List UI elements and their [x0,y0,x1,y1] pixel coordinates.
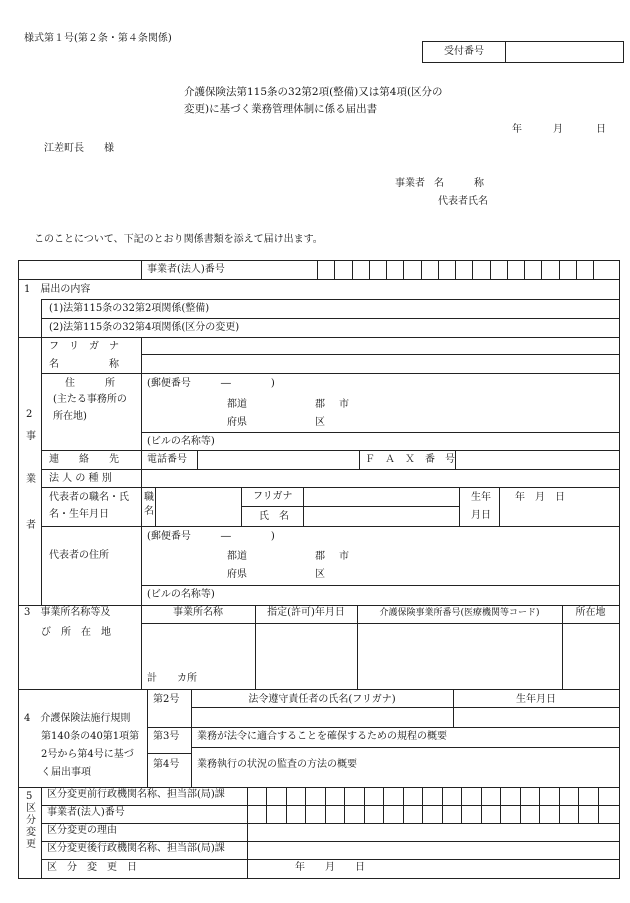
section4-row1-label: 第2号 [153,694,180,705]
table-vertical-rule [197,450,198,469]
form-number: 様式第１号(第２条・第４条関係) [24,33,172,44]
rep-furigana-label: フリガナ [253,491,293,502]
section4-title-line3: 2号から第4号に基づ [41,749,134,760]
section1-title: 1 届出の内容 [24,284,91,295]
section4-title-line2: 第140条の40第1項第 [41,731,140,742]
name-label: 名 称 [49,359,119,370]
rep-building-label: (ビルの名称等) [147,589,215,600]
table-horizontal-rule [41,373,619,374]
table-vertical-rule [303,487,304,526]
address-sub1: (主たる事務所の [53,394,127,405]
table-vertical-rule [539,787,540,823]
table-vertical-rule [576,261,577,279]
table-vertical-rule [369,261,370,279]
document-title-line2: 変更)に基づく業務管理体制に係る届出書 [184,103,378,115]
rep-title-line2: 名・生年月日 [49,509,109,520]
contact-label: 連 絡 先 [49,454,119,465]
table-horizontal-rule [19,689,619,690]
table-vertical-rule [41,787,42,878]
table-horizontal-rule [19,605,619,606]
table-horizontal-rule [141,432,619,433]
table-vertical-rule [147,689,148,787]
section5-change-date: 年 月 日 [295,862,365,873]
table-vertical-rule [247,823,248,878]
table-vertical-rule [481,787,482,823]
rep-address-label: 代表者の住所 [49,550,109,561]
table-vertical-rule [317,261,318,279]
representative-name-label: 代表者氏名 [438,196,488,207]
birth-label2: 月日 [471,510,491,521]
postal-code-label: (郵便番号 ― ) [147,378,275,389]
table-vertical-rule [455,450,456,469]
table-vertical-rule [455,261,456,279]
table-horizontal-rule [19,279,619,280]
section4-birth-date-label: 生年月日 [516,694,556,705]
table-horizontal-rule [147,753,191,754]
table-vertical-rule [247,787,248,823]
receipt-number-box [422,41,624,63]
birth-date-label: 年 月 日 [515,492,565,503]
corp-type-label: 法 人 の 種 別 [49,473,112,484]
rep-title-line1: 代表者の職名・氏 [49,492,129,503]
section3-col-designation-date: 指定(許可)年月日 [267,607,345,618]
date-year-label: 年 [512,124,522,135]
table-vertical-rule [155,487,156,526]
table-vertical-rule [559,261,560,279]
district-label: 郡 [315,399,325,410]
table-horizontal-rule [41,450,619,451]
table-horizontal-rule [41,841,619,842]
table-horizontal-rule [41,526,619,527]
table-horizontal-rule [241,506,459,507]
notification-form [18,260,620,879]
ward-label: 区 [315,417,325,428]
document-title-line1: 介護保険法第115条の32第2項(整備)又は第4項(区分の [184,86,443,98]
section3-col-facility-number: 介護保険事業所番号(医療機関等コード) [379,608,540,618]
section4-row3-label: 第4号 [153,759,180,770]
section5-char-4: 更 [26,839,36,850]
addressee: 江差町長 様 [44,143,114,154]
table-vertical-rule [266,787,267,823]
address-sub2: 所在地) [53,411,87,422]
table-vertical-rule [459,487,460,526]
table-vertical-rule [334,261,335,279]
corp-number-label: 事業者(法人)番号 [147,264,225,275]
table-vertical-rule [461,787,462,823]
table-vertical-rule [352,261,353,279]
rep-prefecture-bottom: 府県 [227,569,247,580]
section3-col-facility-name: 事業所名称 [173,607,223,618]
table-vertical-rule [499,487,500,526]
section4-row2-text: 業務が法令に適合することを確保するための規程の概要 [197,731,447,742]
table-vertical-rule [578,787,579,823]
table-vertical-rule [422,787,423,823]
table-horizontal-rule [19,337,619,338]
table-horizontal-rule [41,469,619,470]
section2-char-1: 事 [26,431,36,442]
table-horizontal-rule [191,707,619,708]
table-vertical-rule [438,261,439,279]
table-vertical-rule [541,261,542,279]
rep-city-label: 市 [339,551,349,562]
prefecture-top: 都道 [227,399,247,410]
table-vertical-rule [344,787,345,823]
section4-row3-text: 業務執行の状況の監査の方法の概要 [197,759,357,770]
table-vertical-rule [41,337,42,605]
section5-row3-label: 区分変更の理由 [47,825,117,836]
section4-row2-label: 第3号 [153,731,180,742]
table-horizontal-rule [41,318,619,319]
table-vertical-rule [305,787,306,823]
table-horizontal-rule [19,787,619,788]
table-horizontal-rule [191,747,619,748]
section2-char-2: 業 [26,474,36,485]
section5-char-2: 分 [26,815,36,826]
table-horizontal-rule [41,487,619,488]
table-vertical-rule [141,337,142,605]
table-vertical-rule [559,787,560,823]
business-name-label: 名 称 [434,178,484,189]
section3-title-line1: 3 事業所名称等及 [24,607,111,618]
phone-label: 電話番号 [147,454,187,465]
table-vertical-rule [364,787,365,823]
section5-char-1: 区 [26,803,36,814]
table-vertical-rule [520,787,521,823]
rep-district-label: 郡 [315,551,325,562]
table-vertical-rule [403,261,404,279]
address-label: 住 所 [65,378,115,389]
table-vertical-rule [383,787,384,823]
section2-char-3: 者 [26,520,36,531]
table-vertical-rule [421,261,422,279]
building-label: (ビルの名称等) [147,436,215,447]
table-vertical-rule [500,787,501,823]
receipt-number-label: 受付番号 [423,42,506,62]
table-vertical-rule [472,261,473,279]
table-horizontal-rule [147,727,619,728]
table-vertical-rule [593,261,594,279]
prefecture-bottom: 府県 [227,417,247,428]
section5-row2-label: 事業者(法人)番号 [47,807,125,818]
table-horizontal-rule [141,585,619,586]
table-vertical-rule [524,261,525,279]
rep-name-label: 氏 名 [259,511,289,522]
table-horizontal-rule [141,623,619,624]
table-horizontal-rule [41,299,619,300]
section5-row4-label: 区分変更後行政機関名称、担当部(局)課 [47,843,225,854]
table-vertical-rule [442,787,443,823]
date-month-label: 月 [553,124,563,135]
section3-col-location: 所在地 [575,607,606,618]
section4-compliance-officer-label: 法令遵守責任者の氏名(フリガナ) [248,694,396,705]
section5-row1-label: 区分変更前行政機関名称、担当部(局)課 [47,789,225,800]
section1-item1: (1)法第115条の32第2項関係(整備) [49,303,210,314]
table-horizontal-rule [41,805,619,806]
birth-label1: 生年 [471,492,491,503]
rep-prefecture-top: 都道 [227,551,247,562]
section5-number: 5 [26,791,33,802]
table-vertical-rule [359,450,360,469]
table-vertical-rule [325,787,326,823]
table-horizontal-rule [141,354,619,355]
table-vertical-rule [386,261,387,279]
section5-row5-label: 区 分 変 更 日 [47,862,137,873]
section1-item2: (2)法第115条の32第4項関係(区分の変更) [49,322,240,333]
section3-total: 計 カ所 [147,673,197,684]
business-label: 事業者 [395,178,425,189]
section2-number: 2 [26,409,33,420]
rep-position-char2: 名 [144,506,154,517]
table-vertical-rule [286,787,287,823]
table-vertical-rule [403,787,404,823]
furigana-label: フ リ ガ ナ [49,341,119,352]
table-vertical-rule [507,261,508,279]
section4-title-line1: 4 介護保険法施行規則 [24,713,131,724]
table-vertical-rule [141,261,142,279]
intro-text: このことについて、下記のとおり関係書類を添えて届け出ます。 [34,234,323,245]
table-vertical-rule [490,261,491,279]
section5-char-3: 変 [26,827,36,838]
section4-title-line4: く届出事項 [41,767,91,778]
rep-postal-code-label: (郵便番号 ― ) [147,531,275,542]
section3-title-line2: び 所 在 地 [41,627,111,638]
fax-label: Ｆ Ａ Ｘ 番 号 [365,454,455,465]
table-vertical-rule [598,787,599,823]
table-horizontal-rule [41,859,619,860]
rep-ward-label: 区 [315,569,325,580]
table-horizontal-rule [41,823,619,824]
rep-position-char1: 職 [144,492,154,503]
date-day-label: 日 [596,124,606,135]
city-label: 市 [339,399,349,410]
